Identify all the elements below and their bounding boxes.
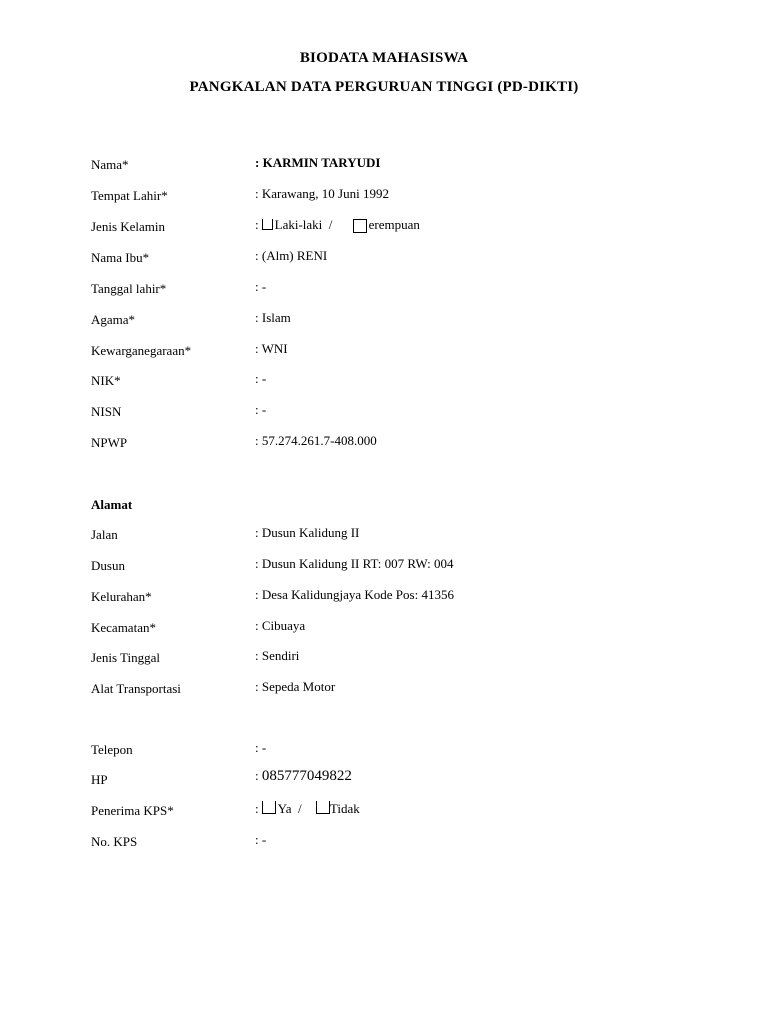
field-label: Tanggal lahir* (91, 281, 167, 296)
field-value (255, 217, 420, 233)
prefix: : (255, 768, 259, 783)
field-penerima-kps (0, 803, 768, 823)
field-label: NIK* (91, 373, 121, 388)
field-jenis-tinggal (0, 650, 768, 670)
field-label: Alat Transportasi (91, 681, 181, 696)
field-label: NISN (91, 404, 122, 419)
field-jenis-kelamin (0, 219, 768, 239)
field-kecamatan (0, 620, 768, 640)
document-subtitle: PANGKALAN DATA PERGURUAN TINGGI (PD-DIKTI) (189, 79, 579, 95)
field-kelurahan (0, 589, 768, 609)
field-label: Jenis Tinggal (91, 650, 160, 665)
option-label: erempuan (368, 217, 420, 232)
separator: / (297, 801, 302, 816)
field-label: Jenis Kelamin (91, 219, 166, 234)
section-heading-alamat: Alamat (91, 497, 133, 512)
field-telepon (0, 742, 768, 762)
field-nama-ibu (0, 250, 768, 270)
field-label: Dusun (91, 558, 125, 573)
field-hp (0, 768, 768, 792)
prefix: : (255, 217, 259, 232)
field-value: : Desa Kalidungjaya Kode Pos: 41356 (255, 587, 454, 602)
field-value (255, 801, 360, 817)
field-label: No. KPS (91, 834, 138, 849)
field-agama (0, 312, 768, 332)
field-label: Agama* (91, 312, 136, 327)
field-label: Jalan (91, 527, 118, 542)
field-value: : - (255, 832, 267, 847)
field-dusun (0, 558, 768, 578)
field-nisn (0, 404, 768, 424)
option-label: Laki-laki (274, 217, 323, 232)
field-value: : (Alm) RENI (255, 248, 328, 263)
field-value: : - (255, 740, 267, 755)
field-tempat-lahir (0, 188, 768, 208)
field-value: : - (255, 279, 267, 294)
field-label: NPWP (91, 435, 128, 450)
field-nik (0, 373, 768, 393)
field-value: : WNI (255, 341, 288, 356)
field-label: Nama* (91, 157, 129, 172)
prefix: : (255, 801, 259, 816)
field-jalan (0, 527, 768, 547)
field-tanggal-lahir (0, 281, 768, 301)
field-value: : Dusun Kalidung II RT: 007 RW: 004 (255, 556, 454, 571)
field-value: : Dusun Kalidung II (255, 525, 360, 540)
field-value: : Sepeda Motor (255, 679, 336, 694)
field-label: Kecamatan* (91, 620, 156, 635)
field-value: : Karawang, 10 Juni 1992 (255, 186, 389, 201)
field-label: Kelurahan* (91, 589, 152, 604)
separator: / (328, 217, 333, 232)
field-value: : - (255, 402, 267, 417)
hp-number: 085777049822 (261, 768, 352, 784)
checkbox-perempuan[interactable] (353, 219, 367, 233)
field-label: Penerima KPS* (91, 803, 174, 818)
field-value: : Islam (255, 310, 291, 325)
field-value (255, 768, 352, 785)
option-label: Tidak (329, 801, 360, 816)
field-value: : Cibuaya (255, 618, 306, 633)
field-value: : - (255, 371, 267, 386)
field-label: HP (91, 772, 108, 787)
checkbox-laki-laki[interactable] (262, 219, 273, 230)
document-title: BIODATA MAHASISWA (299, 50, 469, 66)
field-label: Tempat Lahir* (91, 188, 168, 203)
field-value: : KARMIN TARYUDI (255, 155, 381, 170)
field-label: Nama Ibu* (91, 250, 150, 265)
option-label: Ya (277, 801, 292, 816)
field-value: : 57.274.261.7-408.000 (255, 433, 377, 448)
field-label: Kewarganegaraan* (91, 343, 192, 358)
field-kewarganegaraan (0, 343, 768, 363)
field-npwp (0, 435, 768, 455)
field-no-kps (0, 834, 768, 854)
field-label: Telepon (91, 742, 133, 757)
checkbox-ya[interactable] (262, 801, 276, 814)
field-value: : Sendiri (255, 648, 300, 663)
field-nama (0, 157, 768, 177)
field-alat-transportasi (0, 681, 768, 701)
checkbox-tidak[interactable] (316, 801, 330, 814)
